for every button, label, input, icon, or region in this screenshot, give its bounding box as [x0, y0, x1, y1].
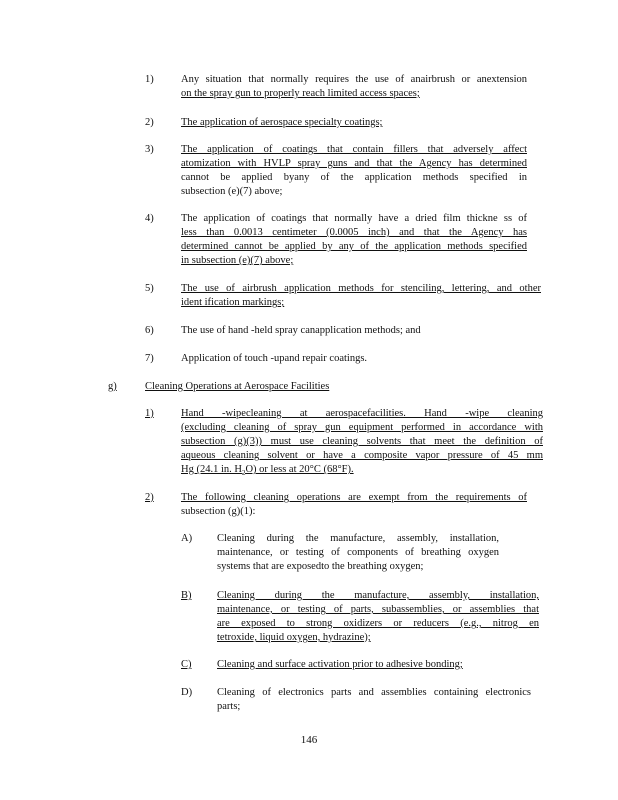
sub-list-item-line: Cleaning and surface activation prior to adhesive bonding; [217, 659, 463, 670]
section-g-title: Cleaning Operations at Aerospace Facilities [145, 381, 330, 392]
sub-list-item-line: Cleaning during the manufacture, assembly, installation, [217, 590, 539, 601]
list-item-text [181, 282, 541, 310]
section-g1-last-line-post: O) or less at 20°C (68°F). [245, 464, 354, 475]
section-g1-line: aqueous cleaning solvent or have a composite vapor pressure of 45 mm [181, 450, 543, 461]
section-g1-number: 1) [145, 408, 154, 419]
list-item-line: in subsection (e)(7) above; [181, 255, 294, 266]
section-g1-subscript: 2 [241, 469, 246, 478]
list-item-line: subsection (e)(7) above; [181, 186, 283, 197]
list-item-text [181, 143, 527, 199]
sub-list-item-line: parts; [217, 701, 241, 712]
list-item-text [181, 324, 527, 338]
page-number: 146 [300, 734, 318, 746]
section-g1-line: Hand -wipecleaning at aerospacefacilities. Hand -wipe cleaning [181, 408, 543, 419]
sub-list-item-text [217, 589, 539, 645]
list-item-text [181, 352, 527, 366]
list-item-number: 6) [145, 325, 154, 336]
list-item-line: less than 0.0013 centimeter (0.0005 inch) and that the Agency has [181, 227, 527, 238]
section-g2-number: 2) [145, 492, 154, 503]
sub-list-item-text [217, 658, 499, 672]
section-g2-line: subsection (g)(1): [181, 506, 256, 517]
sub-list-item-number: C) [181, 659, 192, 670]
section-g1-last-line-pre: Hg (24.1 in. H [181, 464, 242, 475]
list-item-number: 2) [145, 117, 154, 128]
sub-list-item-text [217, 532, 499, 574]
list-item-line: The application of aerospace specialty coatings; [181, 117, 383, 128]
sub-list-item-line: Cleaning of electronics parts and assemblies containing electronics [217, 687, 531, 698]
list-item-line: cannot be applied byany of the application methods specified in [181, 172, 527, 183]
sub-list-item-number: A) [181, 533, 193, 544]
section-g2-line: The following cleaning operations are exempt from the requirements of [181, 492, 527, 503]
list-item-line: ident ification markings; [181, 297, 285, 308]
list-item-line: The use of hand -held spray canapplication methods; and [181, 325, 421, 336]
list-item-text [181, 116, 527, 130]
list-item-line: Any situation that normally requires the use of anairbrush or anextension [181, 74, 527, 85]
section-g1-text [181, 407, 543, 477]
list-item-line: determined cannot be applied by any of the application methods specified [181, 241, 527, 252]
sub-list-item-line: maintenance, or testing of parts, subassemblies, or assemblies that [217, 604, 539, 615]
sub-list-item-line: maintenance, or testing of components of breathing oxygen [217, 547, 499, 558]
list-item-line: on the spray gun to properly reach limited access spaces; [181, 88, 420, 99]
list-item-line: atomization with HVLP spray guns and that the Agency has determined [181, 158, 527, 169]
list-item-line: Application of touch -upand repair coatings. [181, 353, 368, 364]
sub-list-item-text [217, 686, 531, 714]
section-g2-text [181, 491, 527, 519]
list-item-number: 5) [145, 283, 154, 294]
sub-list-item-line: systems that are exposedto the breathing oxygen; [217, 561, 424, 572]
list-item-number: 4) [145, 213, 154, 224]
list-item-text [181, 212, 527, 268]
section-g1-last-line [181, 463, 543, 477]
section-g1-line: (excluding cleaning of spray gun equipment performed in accordance with [181, 422, 543, 433]
list-item-number: 3) [145, 144, 154, 155]
section-g1-line: subsection (g)(3)) must use cleaning solvents that meet the definition of [181, 436, 543, 447]
list-item-text [181, 73, 527, 101]
list-item-line: The use of airbrush application methods for stenciling, lettering, and other [181, 283, 541, 294]
list-item-line: The application of coatings that normally have a dried film thickne ss of [181, 213, 527, 224]
list-item-number: 7) [145, 353, 154, 364]
sub-list-item-number: D) [181, 687, 193, 698]
sub-list-item-line: are exposed to strong oxidizers or reducers (e.g., nitrog en [217, 618, 539, 629]
sub-list-item-number: B) [181, 590, 192, 601]
sub-list-item-line: Cleaning during the manufacture, assembly, installation, [217, 533, 499, 544]
sub-list-item-line: tetroxide, liquid oxygen, hydrazine); [217, 632, 371, 643]
section-g-number: g) [108, 381, 117, 392]
list-item-line: The application of coatings that contain fillers that adversely affect [181, 144, 527, 155]
list-item-number: 1) [145, 74, 154, 85]
